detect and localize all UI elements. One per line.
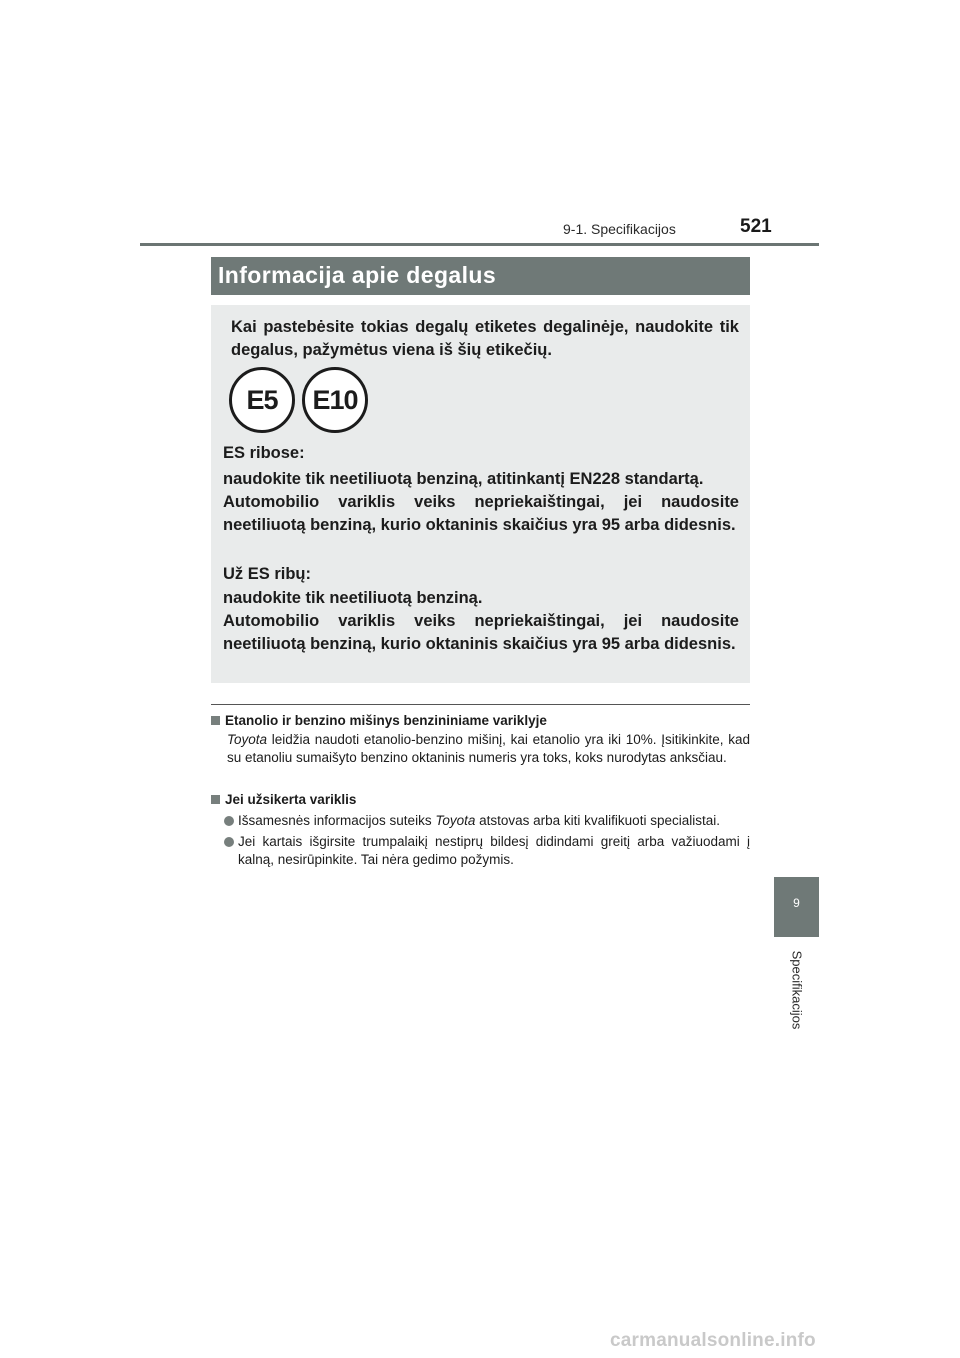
ethanol-note-body [211,731,750,767]
header-rule [140,243,819,246]
es-body [223,468,739,537]
square-bullet-icon [211,716,220,725]
header-section-title: 9-1. Specifikacijos [563,221,676,237]
fuel-label-row [229,367,429,433]
knock-item1-brand: Toyota [435,813,476,828]
page-number: 521 [740,216,772,237]
circle-bullet-icon [224,837,234,847]
square-bullet-icon [211,795,220,804]
knock-note-heading [211,791,750,809]
es-heading: ES ribose: [223,444,305,462]
chapter-side-label: Specifikacijos [789,950,805,1030]
ethanol-note [211,712,750,767]
fuel-info-box [211,305,750,683]
ethanol-note-text: leidžia naudoti etanolio-benzino mišinį, kai etanolio yra iki 10%. Įsitikinkite, kad su etanoliu sumaišyto benzino oktaninis numeris yra toks, koks nurodytas anksčiau. [227,732,750,765]
es-line-standard: naudokite tik neetiliuotą benziną, atitinkantį EN228 standartą. [223,470,704,488]
es-line-octane: Automobilio variklis veiks nepriekaištingai, jei naudosite neetiliuotą benziną, kurio oktaninis skaičius yra 95 arba didesnis. [223,493,739,534]
fuel-label-e10-text: E10 [312,385,358,415]
knock-item1-before: Išsamesnės informacijos suteiks [238,813,436,828]
fuel-label-e5-icon [229,367,295,433]
outside-es-body [223,587,739,656]
chapter-tab-number: 9 [793,896,800,910]
section-title: Informacija apie degalus [218,262,497,288]
knock-item2-text: Jei kartais išgirsite trumpalaikį nestiprų bildesį didindami greitį arba važiuodami į kalną, nesirūpinkite. Tai nėra gedimo požymis. [238,834,750,867]
ethanol-brand: Toyota [227,732,268,747]
circle-bullet-icon [224,816,234,826]
knock-note [211,791,750,869]
section-title-bar [211,257,750,295]
fuel-label-e5-text: E5 [246,385,278,415]
ethanol-note-heading [211,712,750,730]
knock-note-heading-text: Jei užsikerta variklis [225,792,357,807]
watermark: carmanualsonline.info [610,1330,816,1351]
ethanol-note-heading-text: Etanolio ir benzino mišinys benzininiame variklyje [225,713,547,728]
chapter-tab [774,877,819,937]
outside-line-octane: Automobilio variklis veiks nepriekaištingai, jei naudosite neetiliuotą benziną, kurio oktaninis skaičius yra 95 arba didesnis. [223,612,739,653]
fuel-label-intro: Kai pastebėsite tokias degalų etiketes degalinėje, naudokite tik degalus, pažymėtus viena iš šių etikečių. [231,318,739,359]
knock-note-item [211,833,750,869]
knock-note-item [211,812,750,830]
fuel-label-e10-icon [302,367,368,433]
outside-line-unleaded: naudokite tik neetiliuotą benziną. [223,589,483,607]
page-header [0,0,960,250]
outside-es-heading: Už ES ribų: [223,565,312,583]
section-divider [211,704,750,705]
knock-item1-after: atstovas arba kiti kvalifikuoti specialistai. [475,813,720,828]
